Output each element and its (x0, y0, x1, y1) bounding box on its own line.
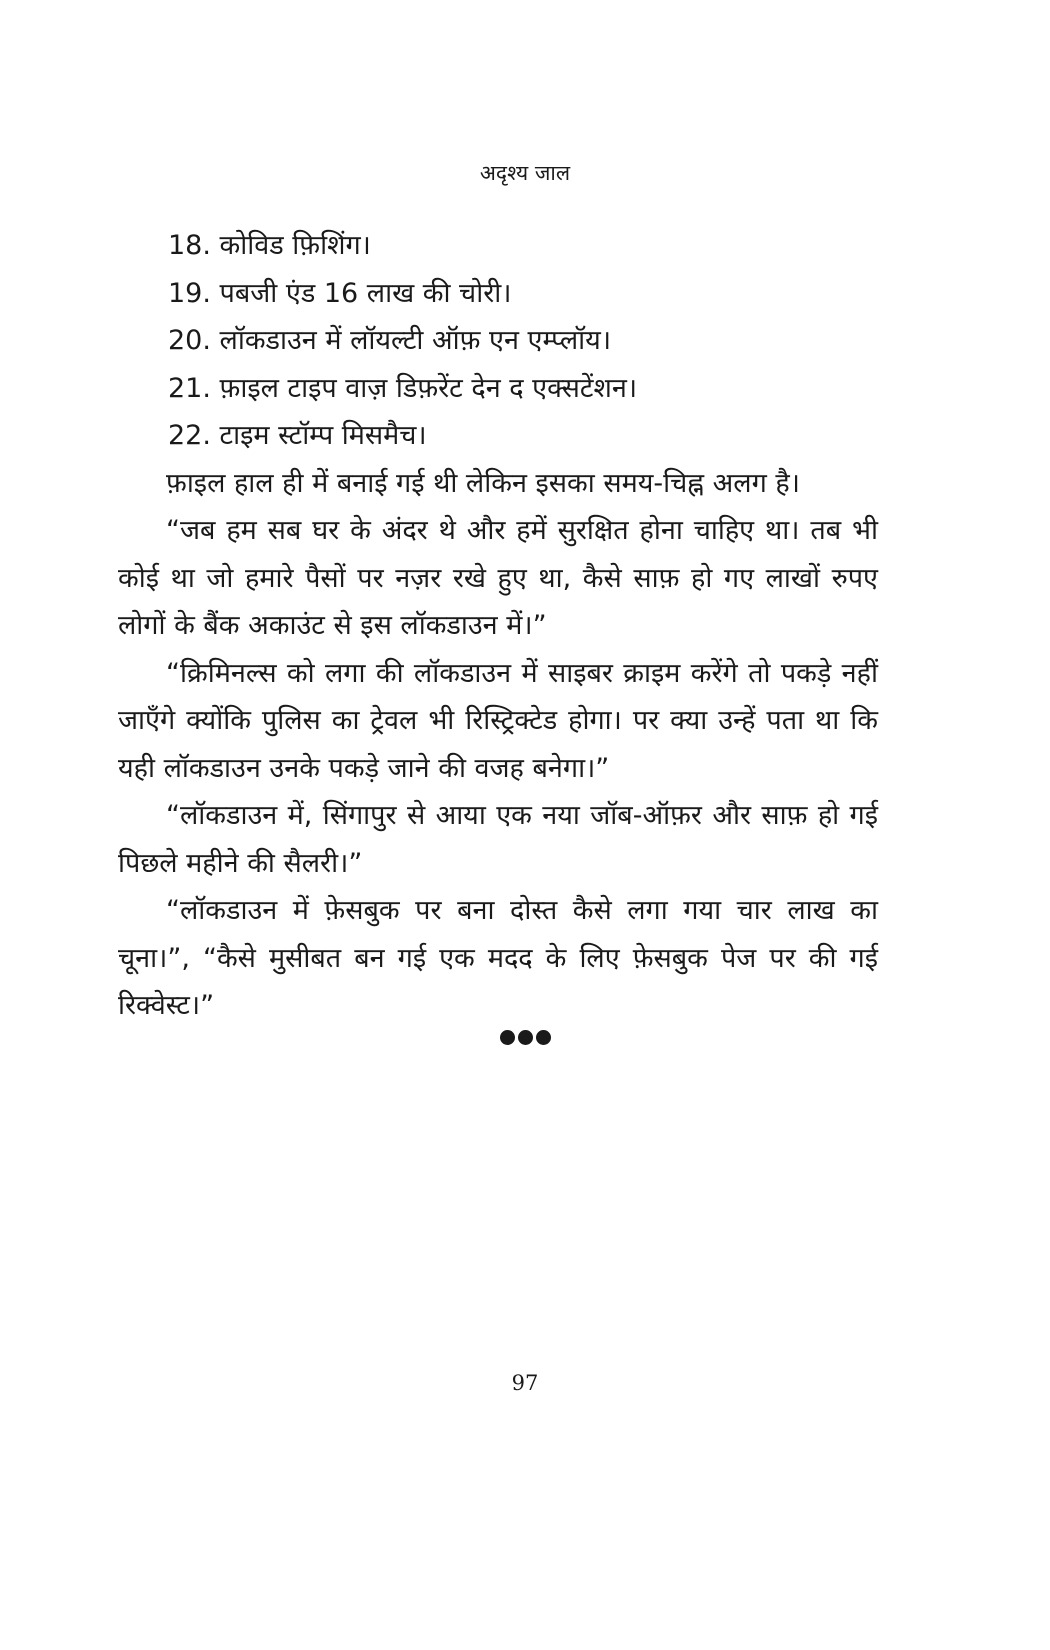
paragraph: “लॉकडाउन में, सिंगापुर से आया एक नया जॉब-ऑफ़र और साफ़ हो गई पिछले महीने की सैलरी।” (118, 800, 878, 879)
paragraph: फ़ाइल हाल ही में बनाई गई थी लेकिन इसका समय-चिह्न अलग है। (166, 467, 800, 499)
ornament-dot (500, 1030, 515, 1045)
three-dot-ornament-icon (0, 1030, 1050, 1045)
running-head: अदृश्य जाल (479, 161, 571, 185)
list-item: 18. कोविड फ़िशिंग। (168, 230, 371, 261)
paragraph: “लॉकडाउन में फ़ेसबुक पर बना दोस्त कैसे लगा गया चार लाख का चूना।”, “कैसे मुसीबत बन गई एक मदद के लिए फ़ेसबुक पेज पर की गई रिक्वेस्ट।” (118, 895, 878, 1021)
body-text (118, 222, 878, 1030)
paragraph: “जब हम सब घर के अंदर थे और हमें सुरक्षित होना चाहिए था। तब भी कोई था जो हमारे पैसों पर नज़र रखे हुए था, कैसे साफ़ हो गए लाखों रुपए लोगों के बैंक अकाउंट से इस लॉकडाउन में।” (118, 515, 878, 641)
ornament-dot (518, 1030, 533, 1045)
list-item: 20. लॉकडाउन में लॉयल्टी ऑफ़ एन एम्प्लॉय। (168, 325, 612, 356)
page-number: 97 (511, 1371, 539, 1395)
list-item: 22. टाइम स्टॉम्प मिसमैच। (168, 420, 427, 451)
list-item: 21. फ़ाइल टाइप वाज़ डिफ़रेंट देन द एक्सटेंशन। (168, 372, 638, 404)
paragraph: “क्रिमिनल्स को लगा की लॉकडाउन में साइबर क्राइम करेंगे तो पकड़े नहीं जाएँगे क्योंकि पुलिस का ट्रेवल भी रिस्ट्रिक्टेड होगा। पर क्या उन्हें पता था कि यही लॉकडाउन उनके पकड़े जाने की वजह बनेगा।” (118, 657, 878, 784)
list-item: 19. पबजी एंड 16 लाख की चोरी। (168, 277, 512, 309)
ornament-dot (536, 1030, 551, 1045)
